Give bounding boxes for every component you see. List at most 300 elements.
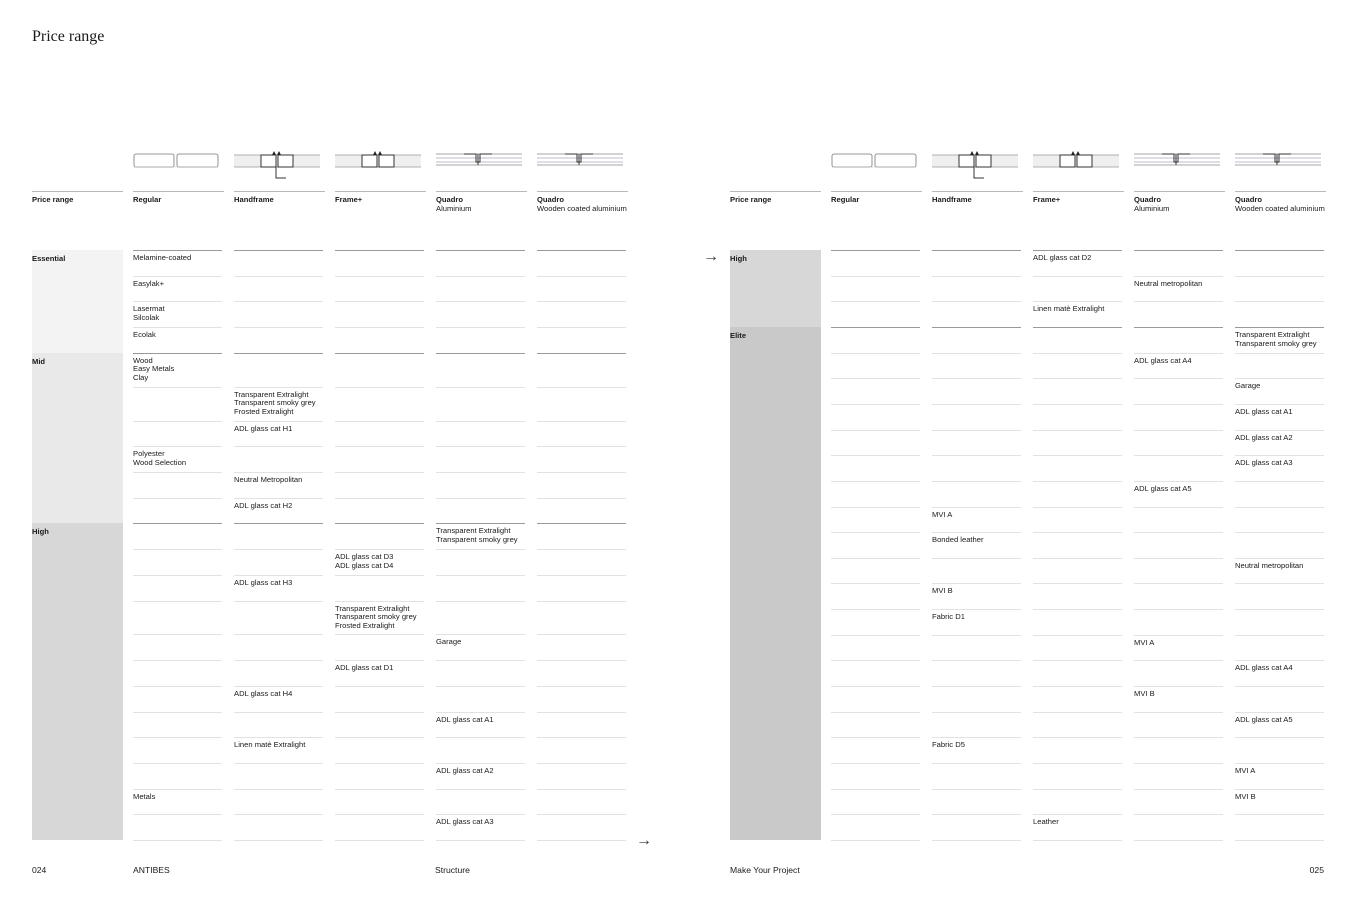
row-divider (234, 840, 323, 841)
row-divider (234, 446, 323, 447)
row-divider (932, 532, 1021, 533)
row-divider (133, 814, 222, 815)
row-divider (932, 712, 1021, 713)
row-divider (335, 686, 424, 687)
price-band-label: Mid (32, 356, 46, 366)
row-divider (335, 523, 424, 524)
row-divider (831, 481, 920, 482)
column-header-name: Quadro (436, 195, 464, 204)
column-header (537, 191, 628, 221)
row-divider (1235, 635, 1324, 636)
row-divider (537, 250, 626, 251)
row-divider (133, 250, 222, 251)
row-divider (1134, 558, 1223, 559)
row-divider (831, 250, 920, 251)
row-divider (335, 737, 424, 738)
table-cell: MVI B (1134, 689, 1155, 699)
row-divider (932, 686, 1021, 687)
row-divider (1033, 404, 1122, 405)
row-divider (831, 635, 920, 636)
row-divider (831, 532, 920, 533)
row-divider (335, 712, 424, 713)
table-cell: Fabric D5 (932, 740, 965, 750)
row-divider (932, 250, 1021, 251)
table-cell: Neutral Metropolitan (234, 475, 303, 485)
row-divider (831, 327, 920, 328)
column-header (730, 191, 821, 221)
row-divider (537, 737, 626, 738)
price-band-label: High (32, 527, 49, 537)
row-divider (1033, 481, 1122, 482)
row-divider (1033, 455, 1122, 456)
row-divider (436, 601, 525, 602)
row-divider (1235, 301, 1324, 302)
row-divider (932, 763, 1021, 764)
column-header-name: Regular (831, 195, 860, 204)
row-divider (133, 601, 222, 602)
row-divider (436, 327, 525, 328)
profile-diagram-regular (831, 150, 917, 180)
row-divider (234, 472, 323, 473)
table-cell: Bonded leather (932, 535, 984, 545)
row-divider (436, 840, 525, 841)
row-divider (1033, 840, 1122, 841)
table-cell: MVI A (1235, 766, 1256, 776)
row-divider (537, 660, 626, 661)
row-divider (932, 840, 1021, 841)
price-band-elite (730, 327, 821, 840)
row-divider (234, 712, 323, 713)
row-divider (133, 276, 222, 277)
row-divider (133, 446, 222, 447)
row-divider (537, 712, 626, 713)
row-divider (335, 814, 424, 815)
row-divider (234, 601, 323, 602)
row-divider (1134, 327, 1223, 328)
row-divider (1134, 763, 1223, 764)
row-divider (1235, 327, 1324, 328)
row-divider (1134, 814, 1223, 815)
row-divider (436, 446, 525, 447)
row-divider (1033, 250, 1122, 251)
row-divider (234, 301, 323, 302)
table-cell: ADL glass cat A2 (436, 765, 494, 775)
row-divider (1134, 378, 1223, 379)
row-divider (436, 575, 525, 576)
table-cell: Transparent Extralight Transparent smoky grey (436, 526, 518, 544)
row-divider (133, 472, 222, 473)
row-divider (1134, 430, 1223, 431)
profile-diagram-regular (133, 150, 219, 180)
row-divider (133, 660, 222, 661)
row-divider (1033, 507, 1122, 508)
row-divider (831, 378, 920, 379)
column-header (1235, 191, 1326, 221)
left-page-table (32, 0, 652, 904)
row-divider (1033, 814, 1122, 815)
row-divider (335, 301, 424, 302)
row-divider (932, 789, 1021, 790)
table-cell: Neutral metropolitan (1134, 278, 1203, 288)
row-divider (1235, 481, 1324, 482)
row-divider (1235, 276, 1324, 277)
row-divider (436, 387, 525, 388)
row-divider (1235, 404, 1324, 405)
table-cell: Easylak+ (133, 278, 165, 288)
row-divider (1134, 635, 1223, 636)
row-divider (436, 353, 525, 354)
section-make-your-project: Make Your Project (730, 865, 800, 875)
row-divider (1235, 455, 1324, 456)
row-divider (335, 276, 424, 277)
table-cell: Polyester Wood Selection (133, 449, 187, 467)
profile-diagram-frame- (1033, 150, 1119, 180)
table-cell: MVI B (932, 586, 953, 596)
continued-arrow-icon: → (703, 248, 719, 265)
price-band-high (32, 523, 123, 840)
row-divider (133, 789, 222, 790)
table-cell: ADL glass cat A3 (436, 817, 494, 827)
table-cell: ADL glass cat H2 (234, 500, 293, 510)
row-divider (1033, 789, 1122, 790)
row-divider (133, 763, 222, 764)
row-divider (133, 549, 222, 550)
row-divider (436, 472, 525, 473)
row-divider (335, 549, 424, 550)
profile-diagram-quadro (436, 150, 522, 180)
row-divider (234, 814, 323, 815)
profile-diagram-handframe (932, 150, 1018, 180)
row-divider (335, 601, 424, 602)
row-divider (831, 789, 920, 790)
row-divider (831, 737, 920, 738)
right-page-table (730, 0, 1350, 904)
page-title: Price range (32, 28, 105, 45)
row-divider (335, 387, 424, 388)
row-divider (234, 575, 323, 576)
row-divider (831, 455, 920, 456)
row-divider (133, 498, 222, 499)
row-divider (1235, 583, 1324, 584)
row-divider (335, 250, 424, 251)
row-divider (234, 421, 323, 422)
row-divider (1033, 660, 1122, 661)
row-divider (1033, 635, 1122, 636)
row-divider (133, 523, 222, 524)
row-divider (537, 814, 626, 815)
row-divider (932, 378, 1021, 379)
row-divider (335, 634, 424, 635)
row-divider (436, 686, 525, 687)
row-divider (831, 814, 920, 815)
profile-diagram-frame- (335, 150, 421, 180)
price-band-label: Elite (730, 330, 747, 340)
row-divider (436, 549, 525, 550)
row-divider (436, 737, 525, 738)
row-divider (234, 789, 323, 790)
row-divider (1033, 686, 1122, 687)
row-divider (1033, 430, 1122, 431)
row-divider (537, 301, 626, 302)
row-divider (1134, 840, 1223, 841)
column-header-name: Quadro (1134, 195, 1162, 204)
row-divider (1033, 609, 1122, 610)
row-divider (436, 789, 525, 790)
column-header (932, 191, 1023, 221)
row-divider (1134, 276, 1223, 277)
table-cell: Garage (436, 637, 462, 647)
row-divider (932, 301, 1021, 302)
row-divider (932, 430, 1021, 431)
table-cell: Wood Easy Metals Clay (133, 355, 175, 382)
row-divider (436, 498, 525, 499)
row-divider (234, 327, 323, 328)
row-divider (335, 446, 424, 447)
column-header-name: Price range (32, 195, 74, 204)
column-header-name: Handframe (932, 195, 972, 204)
table-cell: Transparent Extralight Transparent smoky grey Frosted Extralight (234, 389, 316, 416)
row-divider (831, 301, 920, 302)
column-header-name: Price range (730, 195, 772, 204)
table-cell: ADL glass cat A1 (436, 714, 494, 724)
row-divider (1134, 301, 1223, 302)
collection-name: ANTIBES (133, 865, 170, 875)
column-header-name: Handframe (234, 195, 274, 204)
row-divider (1134, 404, 1223, 405)
profile-diagram-handframe (234, 150, 320, 180)
table-cell: Garage (1235, 381, 1261, 391)
row-divider (537, 498, 626, 499)
row-divider (436, 421, 525, 422)
row-divider (234, 634, 323, 635)
row-divider (234, 523, 323, 524)
row-divider (234, 763, 323, 764)
column-header (133, 191, 224, 221)
row-divider (932, 558, 1021, 559)
row-divider (537, 549, 626, 550)
row-divider (1235, 840, 1324, 841)
row-divider (335, 763, 424, 764)
row-divider (234, 660, 323, 661)
row-divider (831, 712, 920, 713)
row-divider (831, 558, 920, 559)
row-divider (1235, 763, 1324, 764)
table-cell: Metals (133, 791, 156, 801)
row-divider (537, 446, 626, 447)
row-divider (1134, 353, 1223, 354)
row-divider (537, 686, 626, 687)
column-header-name: Quadro (1235, 195, 1263, 204)
row-divider (1134, 737, 1223, 738)
table-cell: MVI A (1134, 637, 1155, 647)
profile-diagram-quadro-wooden (537, 150, 623, 180)
row-divider (537, 601, 626, 602)
row-divider (1134, 712, 1223, 713)
row-divider (133, 575, 222, 576)
table-cell: Linen matè Extralight (234, 740, 306, 750)
row-divider (831, 430, 920, 431)
column-header-sub: Wooden coated aluminium (1235, 203, 1325, 213)
table-cell: Leather (1033, 817, 1059, 827)
row-divider (932, 635, 1021, 636)
row-divider (1033, 763, 1122, 764)
row-divider (537, 353, 626, 354)
row-divider (537, 840, 626, 841)
row-divider (537, 327, 626, 328)
table-cell: Melamine-coated (133, 253, 192, 262)
row-divider (831, 404, 920, 405)
table-cell: MVI B (1235, 791, 1256, 801)
row-divider (1134, 789, 1223, 790)
row-divider (932, 481, 1021, 482)
continue-arrow-icon: → (636, 832, 652, 849)
row-divider (932, 455, 1021, 456)
row-divider (932, 814, 1021, 815)
row-divider (932, 276, 1021, 277)
column-header-sub: Aluminium (1134, 203, 1170, 213)
row-divider (1033, 558, 1122, 559)
row-divider (335, 472, 424, 473)
column-header-name: Regular (133, 195, 162, 204)
row-divider (234, 250, 323, 251)
table-cell: ADL glass cat A4 (1235, 663, 1293, 673)
row-divider (436, 523, 525, 524)
row-divider (1235, 737, 1324, 738)
table-cell: MVI A (932, 509, 953, 519)
row-divider (1235, 660, 1324, 661)
table-cell: Transparent Extralight Transparent smoky grey (1235, 329, 1317, 348)
row-divider (1134, 250, 1223, 251)
row-divider (537, 276, 626, 277)
row-divider (133, 712, 222, 713)
column-header-sub: Aluminium (436, 203, 472, 213)
row-divider (133, 737, 222, 738)
table-cell: Ecolak (133, 330, 156, 340)
table-cell: ADL glass cat A5 (1235, 714, 1293, 724)
row-divider (234, 276, 323, 277)
row-divider (1033, 301, 1122, 302)
row-divider (436, 301, 525, 302)
row-divider (1134, 481, 1223, 482)
table-cell: ADL glass cat A2 (1235, 432, 1293, 442)
row-divider (436, 763, 525, 764)
table-cell: ADL glass cat A4 (1134, 355, 1192, 365)
table-cell: ADL glass cat D2 (1033, 253, 1092, 262)
column-header-name: Frame+ (1033, 195, 1061, 204)
section-structure: Structure (435, 865, 470, 875)
row-divider (133, 634, 222, 635)
table-cell: ADL glass cat A1 (1235, 406, 1293, 416)
profile-diagram-quadro-wooden (1235, 150, 1321, 180)
row-divider (1033, 378, 1122, 379)
row-divider (133, 387, 222, 388)
table-cell: Fabric D1 (932, 612, 965, 622)
table-cell: ADL glass cat H4 (234, 688, 293, 698)
row-divider (1235, 507, 1324, 508)
row-divider (1033, 276, 1122, 277)
row-divider (831, 583, 920, 584)
row-divider (335, 660, 424, 661)
row-divider (932, 507, 1021, 508)
row-divider (932, 327, 1021, 328)
row-divider (1033, 353, 1122, 354)
table-cell: ADL glass cat A3 (1235, 458, 1293, 468)
table-cell: Transparent Extralight Transparent smoky grey Frosted Extralight (335, 603, 417, 630)
row-divider (335, 327, 424, 328)
left-page-number: 024 (32, 865, 47, 875)
row-divider (831, 686, 920, 687)
row-divider (335, 498, 424, 499)
row-divider (234, 387, 323, 388)
row-divider (831, 609, 920, 610)
price-band-label: Essential (32, 254, 66, 263)
row-divider (932, 404, 1021, 405)
row-divider (335, 575, 424, 576)
row-divider (1033, 583, 1122, 584)
row-divider (537, 789, 626, 790)
row-divider (1235, 558, 1324, 559)
row-divider (1134, 455, 1223, 456)
table-cell: Lasermat Silcolak (133, 304, 165, 322)
row-divider (1033, 737, 1122, 738)
row-divider (537, 523, 626, 524)
row-divider (1235, 609, 1324, 610)
table-cell: ADL glass cat H1 (234, 423, 293, 433)
column-header (1134, 191, 1225, 221)
price-band-essential (32, 250, 123, 353)
row-divider (335, 353, 424, 354)
row-divider (1134, 609, 1223, 610)
row-divider (932, 737, 1021, 738)
column-header-name: Quadro (537, 195, 565, 204)
column-header (831, 191, 922, 221)
column-header (234, 191, 325, 221)
row-divider (1033, 532, 1122, 533)
row-divider (831, 276, 920, 277)
table-cell: ADL glass cat D3 ADL glass cat D4 (335, 552, 394, 570)
table-cell: Linen matè Extralight (1033, 304, 1105, 314)
row-divider (133, 301, 222, 302)
row-divider (537, 575, 626, 576)
row-divider (234, 498, 323, 499)
row-divider (1033, 712, 1122, 713)
row-divider (436, 250, 525, 251)
row-divider (133, 686, 222, 687)
row-divider (133, 353, 222, 354)
row-divider (831, 507, 920, 508)
row-divider (537, 387, 626, 388)
row-divider (1235, 250, 1324, 251)
row-divider (1235, 789, 1324, 790)
row-divider (831, 353, 920, 354)
table-cell: ADL glass cat H3 (234, 577, 293, 587)
row-divider (436, 634, 525, 635)
row-divider (1235, 353, 1324, 354)
row-divider (537, 763, 626, 764)
row-divider (1235, 712, 1324, 713)
right-page-number: 025 (1309, 865, 1324, 875)
row-divider (1235, 378, 1324, 379)
row-divider (133, 421, 222, 422)
column-header (335, 191, 426, 221)
row-divider (831, 660, 920, 661)
row-divider (1033, 327, 1122, 328)
table-cell: Neutral metropolitan (1235, 560, 1304, 570)
column-header (32, 191, 123, 221)
row-divider (1134, 532, 1223, 533)
row-divider (1235, 532, 1324, 533)
column-header (436, 191, 527, 221)
